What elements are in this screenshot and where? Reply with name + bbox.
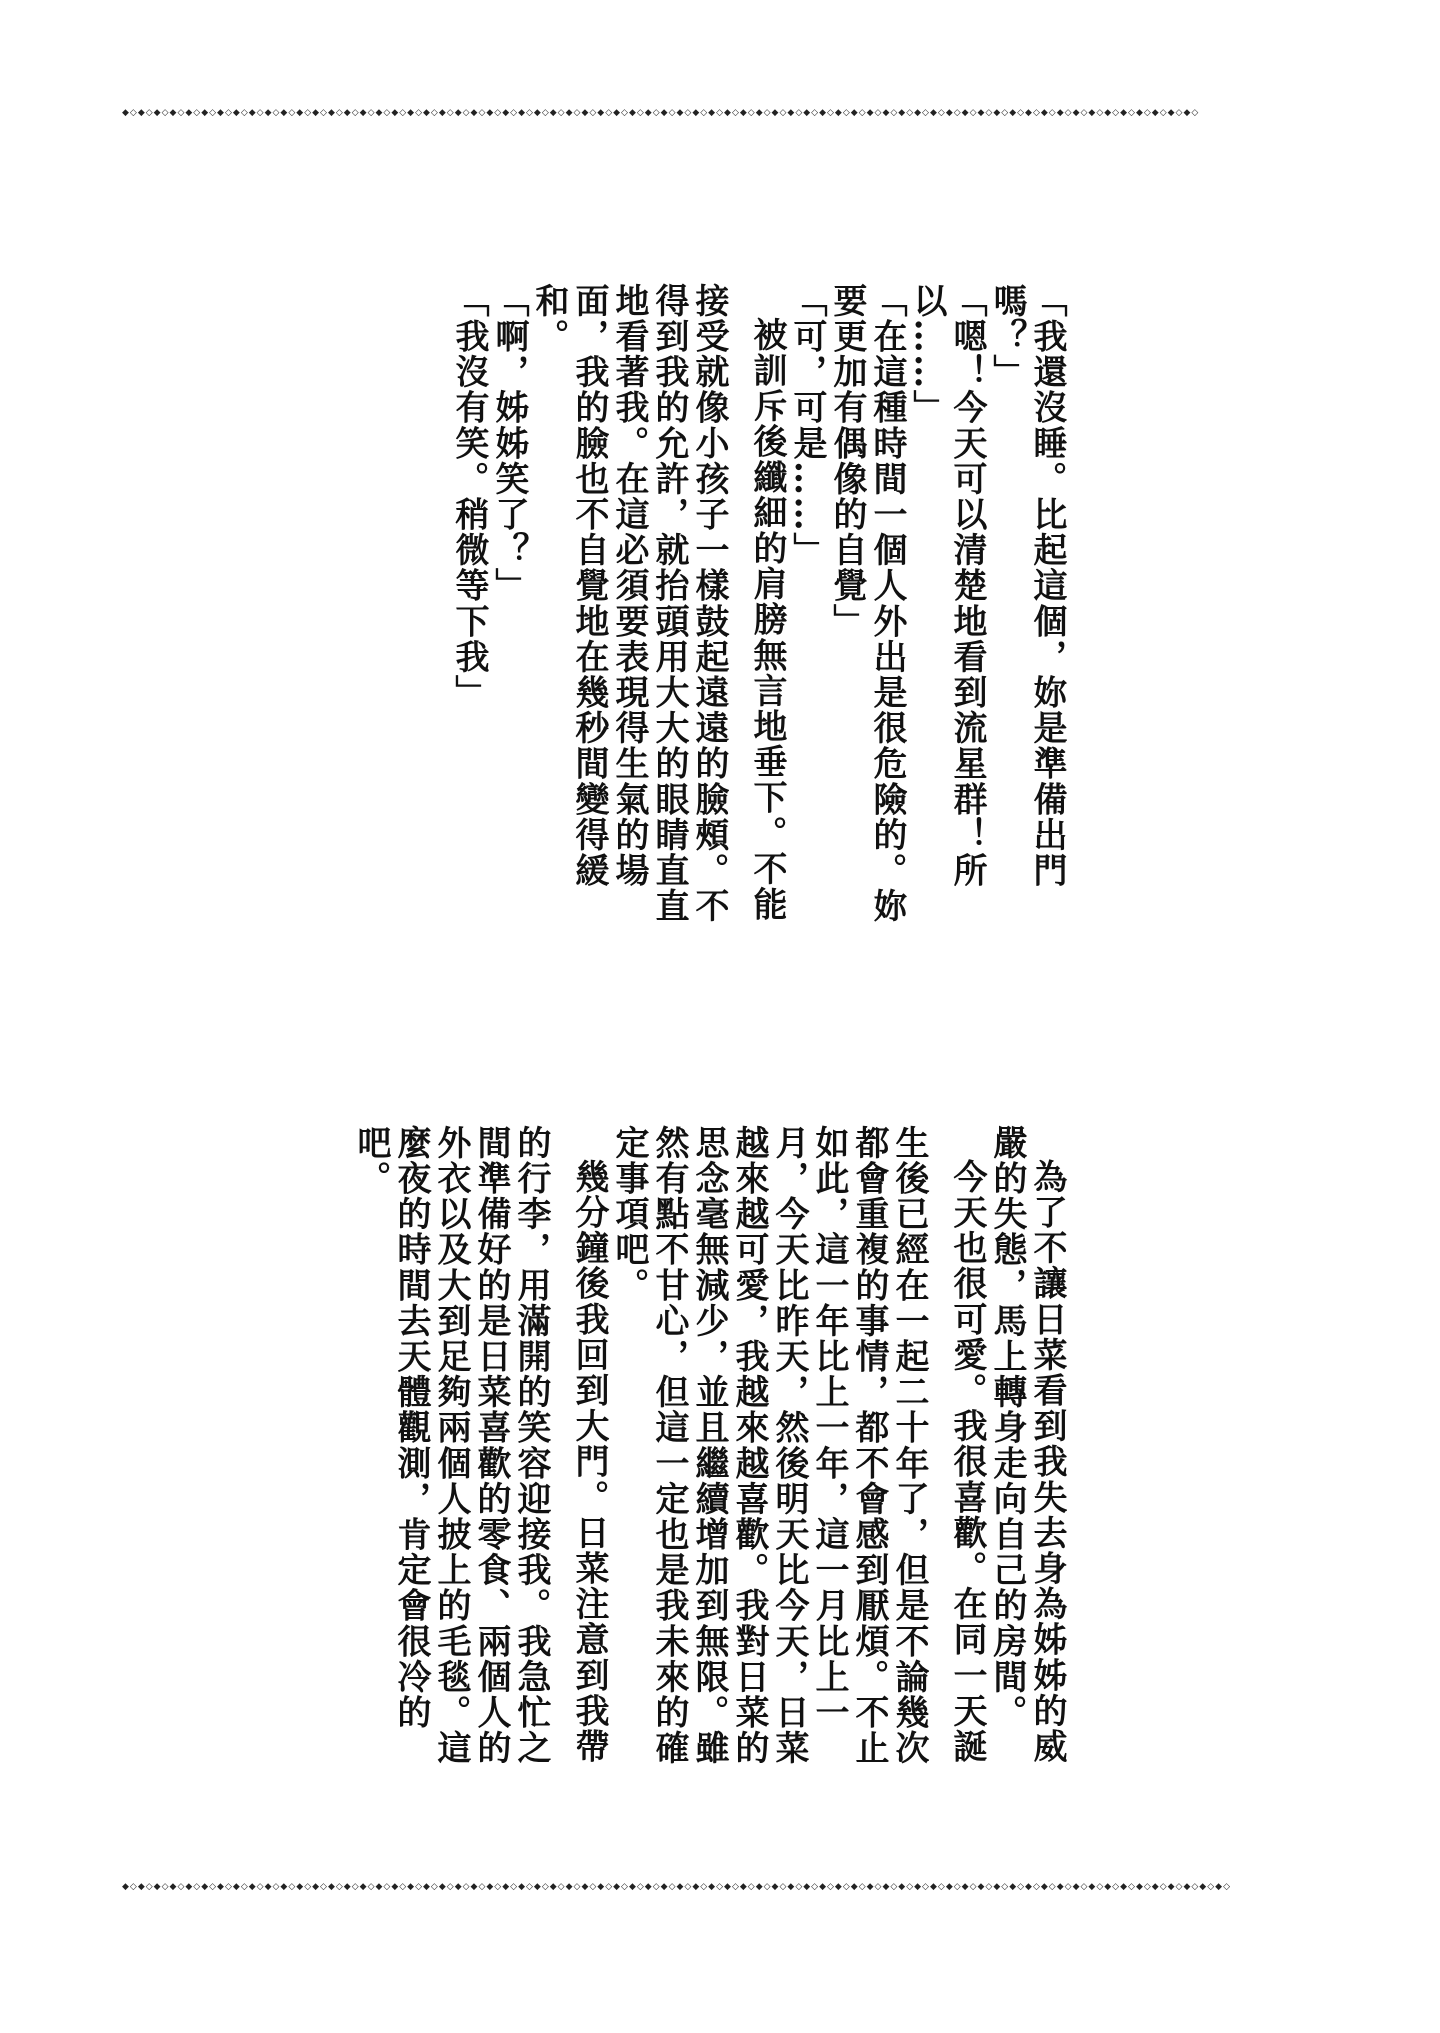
text-column: 麼夜的時間去天體觀測，肯定會很冷的 <box>391 1125 431 1731</box>
text-column: 嚴的失態，馬上轉身走向自己的房間。 <box>987 1125 1027 1731</box>
text-column: 如此，這一年比上一年，這一月比上一 <box>809 1125 849 1731</box>
text-column: 「我還沒睡。比起這個，妳是準備出門 <box>1027 283 1067 889</box>
dialogue-text-block <box>449 283 1067 1003</box>
text-column: 得到我的允許，就抬頭用大大的眼睛直直 <box>649 283 689 924</box>
text-column: 都會重複的事情，都不會感到厭煩。不止 <box>849 1125 889 1766</box>
narration-text-block <box>351 1125 1067 1845</box>
text-column: 以……」 <box>907 283 947 426</box>
text-column: 要更加有偶像的自覺」 <box>827 283 867 639</box>
text-column: 外衣以及大到足夠兩個人披上的毛毯。這 <box>431 1125 471 1766</box>
text-column: 「嗯！今天可以清楚地看到流星群！所 <box>947 283 987 889</box>
text-column: 為了不讓日菜看到我失去身為姊姊的威 <box>1027 1159 1067 1765</box>
text-column: 吧。 <box>351 1125 391 1197</box>
text-column: 間準備好的是日菜喜歡的零食、兩個人的 <box>471 1125 511 1766</box>
text-column: 然有點不甘心，但這一定也是我未來的確 <box>649 1125 689 1766</box>
text-column: 思念毫無減少，並且繼續增加到無限。雖 <box>689 1125 729 1766</box>
text-column: 月，今天比昨天，然後明天比今天，日菜 <box>769 1125 809 1766</box>
text-column: 面，我的臉也不自覺地在幾秒間變得緩 <box>569 283 609 889</box>
text-column: 「啊，姊姊笑了？」 <box>489 283 529 604</box>
text-column: 嗎？」 <box>987 283 1027 390</box>
text-column: 和。 <box>529 283 569 355</box>
text-column: 接受就像小孩子一樣鼓起遠遠的臉頰。不 <box>689 283 729 924</box>
text-column: 幾分鐘後我回到大門。日菜注意到我帶 <box>569 1159 609 1765</box>
text-column: 生後已經在一起二十年了，但是不論幾次 <box>889 1125 929 1766</box>
text-column: 「可，可是……」 <box>787 283 827 568</box>
text-column: 「在這種時間一個人外出是很危險的。妳 <box>867 283 907 924</box>
text-column: 地看著我。在這必須要表現得生氣的場 <box>609 283 649 889</box>
text-column: 越來越可愛，我越來越喜歡。我對日菜的 <box>729 1125 769 1766</box>
text-column: 今天也很可愛。我很喜歡。在同一天誕 <box>947 1159 987 1765</box>
text-column: 被訓斥後纖細的肩膀無言地垂下。不能 <box>747 317 787 923</box>
text-column: 「我沒有笑。稍微等下我」 <box>449 283 489 711</box>
text-column: 定事項吧。 <box>609 1125 649 1303</box>
top-ornamental-rule: ◆◇◆◇◆◇◆◇◆◇◆◇◆◇◆◇◆◇◆◇◆◇◆◇◆◇◆◇◆◇◆◇◆◇◆◇◆◇◆◇◆◇◆◇◆◇◆◇◆◇◆◇◆◇◆◇◆◇◆◇◆◇◆◇◆◇◆◇◆◇◆◇◆◇◆◇◆◇◆◇◆◇◆◇◆◇◆◇◆◇◆◇◆◇◆◇◆◇◆◇◆◇◆◇◆◇◆◇◆◇◆◇◆◇◆◇◆◇◆◇◆◇◆◇◆◇◆◇◆◇◆◇◆◇◆◇ <box>122 108 1200 118</box>
bottom-ornamental-rule: ◆◇◆◇◆◇◆◇◆◇◆◇◆◇◆◇◆◇◆◇◆◇◆◇◆◇◆◇◆◇◆◇◆◇◆◇◆◇◆◇◆◇◆◇◆◇◆◇◆◇◆◇◆◇◆◇◆◇◆◇◆◇◆◇◆◇◆◇◆◇◆◇◆◇◆◇◆◇◆◇◆◇◆◇◆◇◆◇◆◇◆◇◆◇◆◇◆◇◆◇◆◇◆◇◆◇◆◇◆◇◆◇◆◇◆◇◆◇◆◇◆◇◆◇◆◇◆◇◆◇◆◇◆◇◆◇◆◇◆◇ <box>122 1882 1231 1892</box>
text-column: 的行李，用滿開的笑容迎接我。我急忙之 <box>511 1125 551 1766</box>
